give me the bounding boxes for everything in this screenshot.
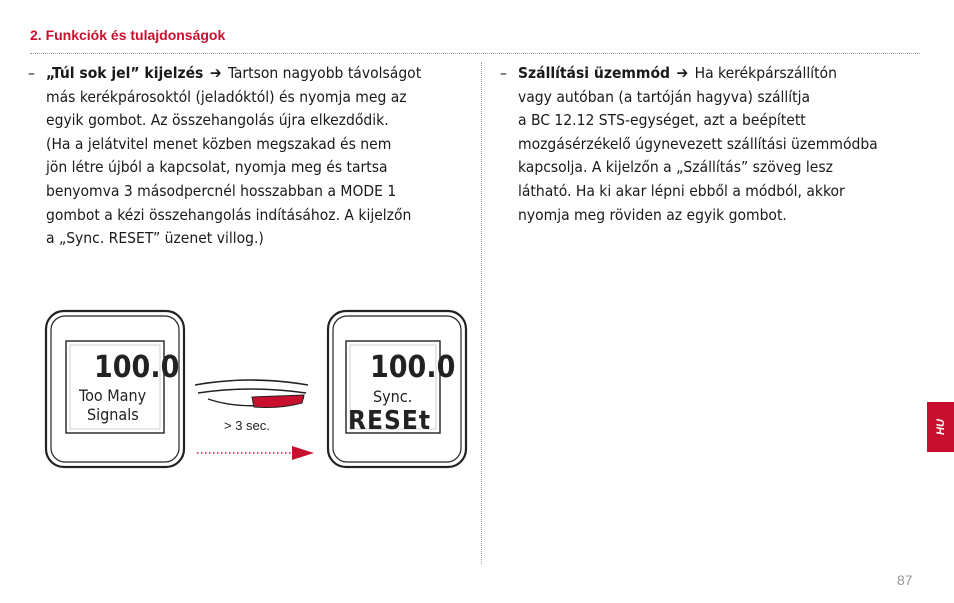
lcd-background-digits: 100.0	[94, 350, 180, 385]
body-line: kapcsolja. A kijelzőn a „Szállítás” szöveg lesz	[518, 158, 833, 177]
mode-button	[195, 380, 308, 408]
column-divider	[481, 62, 482, 564]
transport-mode-item	[500, 62, 920, 227]
body-line: a „Sync. RESET” üzenet villog.)	[46, 229, 264, 248]
language-tab	[927, 402, 954, 452]
lcd-line-1: Sync.	[373, 387, 413, 406]
body-line: jön létre újból a kapcsolat, nyomja meg és tartsa	[46, 158, 388, 177]
body-line: nyomja meg röviden az egyik gombot.	[518, 205, 787, 224]
body-line: a BC 12.12 STS-egységet, azt a beépített	[518, 111, 806, 130]
body-line: (Ha a jelátvitel menet közben megszakad és nem	[46, 134, 392, 153]
left-column	[28, 62, 448, 251]
list-dash: –	[500, 64, 507, 82]
header-divider	[30, 53, 920, 54]
body-line: egyik gombot. Az összehangolás újra elkezdődik.	[46, 111, 389, 130]
body-line: Ha kerékpárszállítón	[694, 64, 837, 82]
too-many-signals-term: „Túl sok jel” kijelzés	[46, 64, 204, 82]
body-line: vagy autóban (a tartóján hagyva) szállítja	[518, 87, 810, 106]
language-tab-label: HU	[934, 419, 947, 435]
too-many-signals-item	[28, 62, 448, 251]
lcd-background-digits: 100.0	[370, 350, 456, 385]
device-too-many-signals	[46, 311, 184, 467]
lcd-line-1: Too Many	[79, 386, 147, 405]
body-line: látható. Ha ki akar lépni ebből a módból, akkor	[518, 181, 845, 200]
body-line: benyomva 3 másodpercnél hosszabban a MODE 1	[46, 181, 397, 200]
dotted-arrow-icon	[197, 446, 314, 460]
section-title: 2. Funkciók és tulajdonságok	[30, 27, 226, 43]
arrow-right-icon: ➔	[676, 64, 689, 82]
lcd-line-2: RESEt	[348, 406, 432, 436]
body-line: gombot a kézi összehangolás indításához. A kijelzőn	[46, 205, 412, 224]
duration-label: > 3 sec.	[224, 418, 270, 433]
body-line: Tartson nagyobb távolságot	[227, 64, 422, 82]
transport-mode-term: Szállítási üzemmód	[518, 64, 671, 82]
device-illustration	[40, 305, 480, 475]
device-sync-reset	[328, 311, 466, 467]
body-line: mozgásérzékelő úgynevezett szállítási üzemmódba	[518, 134, 878, 153]
arrow-right-icon: ➔	[209, 64, 222, 82]
list-dash: –	[28, 64, 35, 82]
page-number: 87	[897, 572, 913, 588]
lcd-line-2: Signals	[87, 405, 139, 424]
body-line: más kerékpárosoktól (jeladóktól) és nyomja meg az	[46, 87, 407, 106]
right-column	[500, 62, 920, 227]
